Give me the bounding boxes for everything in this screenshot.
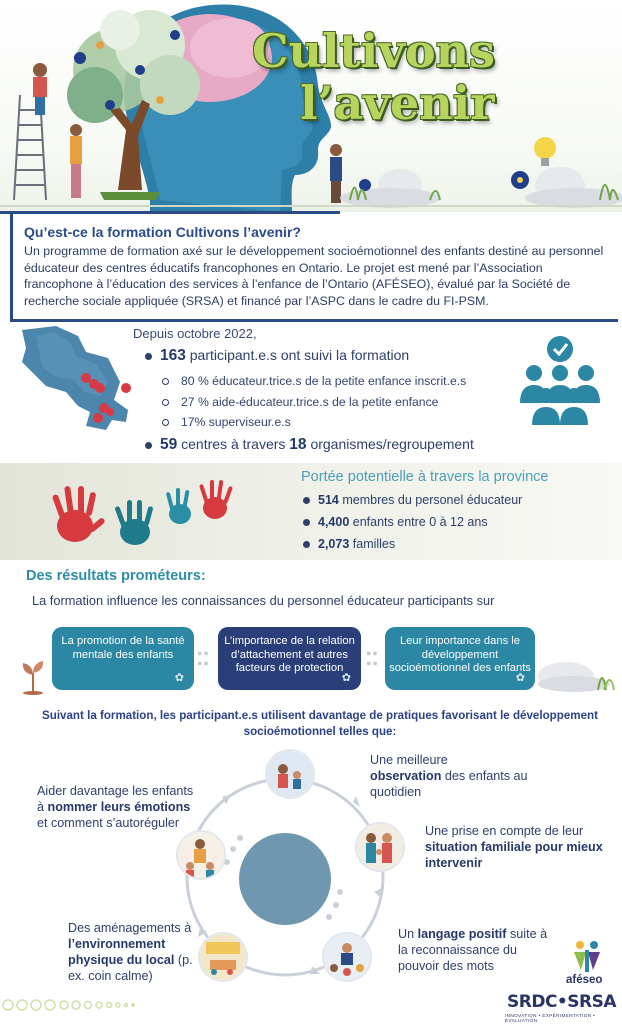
- bullet-ring: [162, 419, 169, 426]
- reach-text: membres du personel éducateur: [342, 493, 523, 507]
- card-text: Leur importance dans le développement socioémotionnel des enfants: [389, 635, 531, 674]
- observation-scene-icon: [267, 751, 313, 797]
- reach-number: 2,073: [318, 537, 350, 551]
- sprout-icon: [20, 655, 46, 695]
- photo-family: [355, 822, 405, 872]
- flower-icon: ✿: [515, 671, 525, 684]
- result-card-attachment: [218, 627, 361, 690]
- practice-text: Un: [398, 927, 415, 941]
- card-text: La promotion de la santé mentale des enfants: [61, 635, 185, 661]
- afeseo-logo-text: aféseo: [566, 974, 603, 986]
- sub-item-text: 27 % aide-éducateur.trice.s de la petite enfance: [181, 395, 439, 409]
- bullet-dot: [303, 541, 310, 548]
- sub-item-assistants: [162, 395, 438, 409]
- dots-connector: ●● ●●: [197, 648, 210, 668]
- centres-number: 59: [160, 436, 178, 453]
- photo-environment: [198, 932, 248, 982]
- bullet-dot: [303, 497, 310, 504]
- practice-highlight: l’environnement physique du local: [68, 937, 175, 967]
- sub-item-text: 80 % éducateur.trice.s de la petite enfance inscrit.e.s: [181, 374, 467, 388]
- practice-highlight: observation: [370, 769, 442, 783]
- title-line-2: l’avenir: [300, 76, 495, 130]
- photo-positive-language: [322, 932, 372, 982]
- header-illustration: [0, 0, 622, 212]
- result-card-development: [385, 627, 535, 690]
- practice-text: Une meilleure: [370, 753, 448, 767]
- organisms-text: organismes/regroupement: [310, 436, 474, 452]
- bullet-dot: [303, 519, 310, 526]
- centres-text: centres à travers: [181, 436, 286, 452]
- srdc-tagline: INNOVATION • EXPÉRIMENTATION • ÉVALUATION: [505, 1013, 596, 1023]
- reach-title: Portée potentielle à travers la province: [301, 469, 549, 485]
- classroom-scene-icon: [200, 934, 246, 980]
- practice-text: Aider davantage les enfants à: [37, 784, 194, 814]
- family-scene-icon: [357, 824, 403, 870]
- practice-text: des enfants au quotidien: [370, 769, 528, 799]
- practice-text: (p. ex. coin calme): [68, 953, 193, 983]
- group-people-icon: [514, 333, 606, 425]
- practices-title: Suivant la formation, les participant.e.s utilisent davantage de pratiques favorisant le développement socioémotionnel telles que:: [42, 709, 598, 738]
- dots-connector: ●● ●●: [366, 648, 379, 668]
- practice-observation: [370, 752, 540, 800]
- bullet-ring: [162, 399, 169, 406]
- since-date: Depuis octobre 2022,: [133, 326, 257, 341]
- reach-text: enfants entre 0 à 12 ans: [352, 515, 488, 529]
- centres-stat: [145, 436, 474, 454]
- participants-text: participant.e.s ont suivi la formation: [189, 347, 410, 363]
- practice-emotions: [37, 783, 197, 831]
- practice-text: Des aménagements à: [68, 921, 192, 935]
- reach-item: [303, 515, 488, 529]
- clouds-plant-icon: [536, 646, 616, 692]
- srdc-logo-text: SRDC•SRSA: [507, 992, 617, 1012]
- sub-item-educators: [162, 374, 466, 388]
- practice-highlight: langage positif: [417, 927, 507, 941]
- participants-number: 163: [160, 347, 186, 364]
- decorative-dots: [0, 995, 200, 1015]
- intro-title: Qu’est-ce la formation Cultivons l’avenir?: [24, 224, 301, 240]
- reach-number: 4,400: [318, 515, 350, 529]
- language-scene-icon: [324, 934, 370, 980]
- practice-positive-language: [398, 926, 558, 974]
- organisms-number: 18: [289, 436, 307, 453]
- title-line-1: Cultivons: [252, 24, 496, 78]
- practice-text: et comment s’autoréguler: [37, 816, 180, 830]
- reach-item: [303, 493, 522, 507]
- result-card-mental-health: [52, 627, 194, 690]
- reach-item: [303, 537, 395, 551]
- afeseo-logo-icon: [572, 940, 602, 972]
- bullet-dot: [145, 353, 152, 360]
- participants-stat: [145, 347, 409, 365]
- bullet-dot: [145, 442, 152, 449]
- bullet-ring: [162, 378, 169, 385]
- photo-emotions: [176, 830, 226, 880]
- practice-environment: [68, 920, 198, 984]
- sub-item-text: 17% superviseur.e.s: [181, 415, 291, 429]
- practice-text: suite à la reconnaissance du pouvoir des mots: [398, 927, 548, 973]
- results-title: Des résultats prométeurs:: [26, 568, 206, 584]
- flower-icon: ✿: [174, 671, 184, 684]
- flower-icon: ✿: [341, 671, 351, 684]
- photo-observation: [265, 749, 315, 799]
- reach-text: familles: [352, 537, 396, 551]
- intro-text: Un programme de formation axé sur le développement socioémotionnel des enfants destiné au personnel éducateur des centres éducatifs francophones en Ontario. Le projet est mené par l’Association francophone à l’éducation des services à l’enfance de l’Ontario (AFÉSEO), évalué par la Société de recherche sociale appliquée (SRSA) et financé par l’ASPC dans le cadre du FI-PSM.: [24, 244, 604, 308]
- ontario-map-icon: [16, 322, 134, 434]
- handprints-icon: [30, 468, 270, 556]
- sub-item-supervisors: [162, 415, 291, 429]
- practice-highlight: situation familiale pour mieux intervenir: [425, 840, 603, 870]
- practice-family: [425, 823, 615, 871]
- card-text: L’importance de la relation d’attachement et autres facteurs de protection: [224, 635, 355, 674]
- practice-highlight: nommer leurs émotions: [47, 800, 191, 814]
- reach-number: 514: [318, 493, 339, 507]
- results-subtitle: La formation influence les connaissances du personnel éducateur participants sur: [32, 593, 495, 608]
- emotions-scene-icon: [178, 832, 224, 878]
- practice-text: Une prise en compte de leur: [425, 824, 584, 838]
